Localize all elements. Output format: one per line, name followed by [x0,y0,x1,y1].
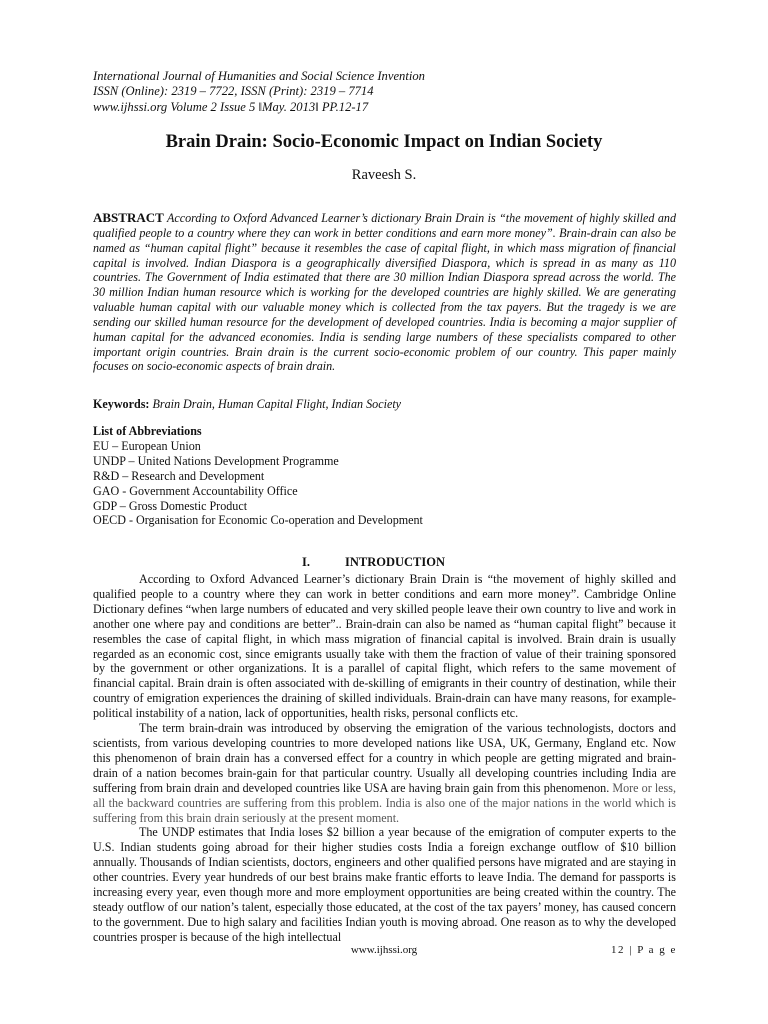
abbreviation-item: EU – European Union [93,438,201,453]
abbreviation-item: GDP – Gross Domestic Product [93,498,248,513]
author-name: Raveesh S. [351,167,417,183]
journal-volume: www.ijhssi.org Volume 2 Issue 5 ǁMay. 2013ǁ PP.12-17 [93,99,369,114]
intro-paragraph-2-text: The term brain-drain was introduced by observing the emigration of the various technologists, doctors and scientists, from various developing countries to more developed nations like USA, UK, Germany, England etc. Now this phenomenon of brain drain has a conversed effect for a country in which people are getting migrated and brain-drain of a nation becomes brain-gain for that particular country. Usually all developing countries including India are suffering from brain drain and developed countries like USA are having brain gain from this phenomenon. [93,721,676,795]
intro-paragraph-1: According to Oxford Advanced Learner’s dictionary Brain Drain is “the movement of highly skilled and qualified people to a country where they can work in better conditions and earn more money”. Cambridge Online Dictionary defines “when large numbers of educated and very skilled people leave their own country to live and work in another one where pay and conditions are better”.. Brain-drain can also be named as “human capital flight” because it resembles the case of capital flight, in which mass migration of financial capital is involved. Brain drain is usually regarded as an economic cost, since emigrants usually take with them the fraction of value of their training sponsored by the government or other organizations. It is a parallel of capital flight, which refers to the same movement of financial capital. Brain drain is often associated with de-skilling of emigrants in their country of destination, while their country of emigration experiences the draining of skilled individuals. Brain-drain can have many reasons, for example-political instability of a nation, lack of opportunities, health risks, personal conflicts etc. [93,572,676,721]
abstract-text: According to Oxford Advanced Learner’s dictionary Brain Drain is “the movement of highly skilled and qualified people to a country where they can work in better conditions and earn more money”. Brain-drain can also be named as “human capital flight” because it resembles the case of capital flight, in which mass migration of financial capital is involved. Indian Diaspora is a geographically diversified Diaspora, which is spread in as many as 110 countries. The Government of India estimated that there are 30 million Indian Diaspora spread across the world. The 30 million Indian human resource which is working for the developed countries are highly skilled. We are generating valuable human capital with our valuable money which is collected from the tax payers. But the tragedy is we are sending our skilled human resource for the development of developed countries. India is becoming a major supplier of human capital for the advanced economies. India is sending large numbers of these specialists compared to other important origin countries. Brain drain is the current socio-economic problem of our country. This paper mainly focuses on socio-economic aspects of brain drain. [93,211,676,374]
keywords-value: Brain Drain, Human Capital Flight, Indian Society [152,397,402,411]
intro-paragraph-2 [93,721,676,825]
journal-issn: ISSN (Online): 2319 – 7722, ISSN (Print): 2319 – 7714 [93,84,374,99]
journal-name: International Journal of Humanities and Social Science Invention [93,69,425,83]
introduction-body [93,572,676,945]
keywords-label: Keywords: [93,397,150,411]
abstract [93,211,676,374]
abbreviation-item: UNDP – United Nations Development Programme [93,453,339,468]
section-name: INTRODUCTION [345,555,446,569]
keywords [93,397,676,412]
abbreviation-item: OECD - Organisation for Economic Co-operation and Development [93,513,423,528]
abstract-label: ABSTRACT [93,210,164,225]
footer-url: www.ijhssi.org [350,944,418,956]
paper-title: Brain Drain: Socio-Economic Impact on Indian Society [165,132,603,152]
journal-header [93,69,693,115]
abbreviation-item: R&D – Research and Development [93,468,265,483]
intro-paragraph-3: The UNDP estimates that India loses $2 billion a year because of the emigration of computer experts to the U.S. Indian students going abroad for their higher studies costs India a foreign exchange outflow of $10 billion annually. Thousands of Indian scientists, doctors, engineers and other qualified persons have migrated and are staying in other countries. Every year hundreds of our best brains make frantic efforts to leave India. The demand for passports is increasing every year, even though more and more employment opportunities are being created within the country. The steady outflow of our nation’s talent, especially those educated, at the cost of the tax payers’ money, has caused concern to the government. Due to high salary and facilities Indian youth is moving abroad. One reason as to why the developed countries prosper is because of the high intellectual [93,825,676,944]
intro-paragraph-2-gray-text: More or less, all the backward countries are suffering from this problem. India is also one of the major nations in the world which is suffering from this brain drain seriously at the present moment. [93,780,676,825]
section-number: I. [302,555,310,569]
page-number: 12 | P a g e [611,944,677,956]
abbreviation-item: GAO - Government Accountability Office [93,483,298,498]
abbreviations-list [93,424,676,528]
abbreviations-label: List of Abbreviations [93,424,202,438]
